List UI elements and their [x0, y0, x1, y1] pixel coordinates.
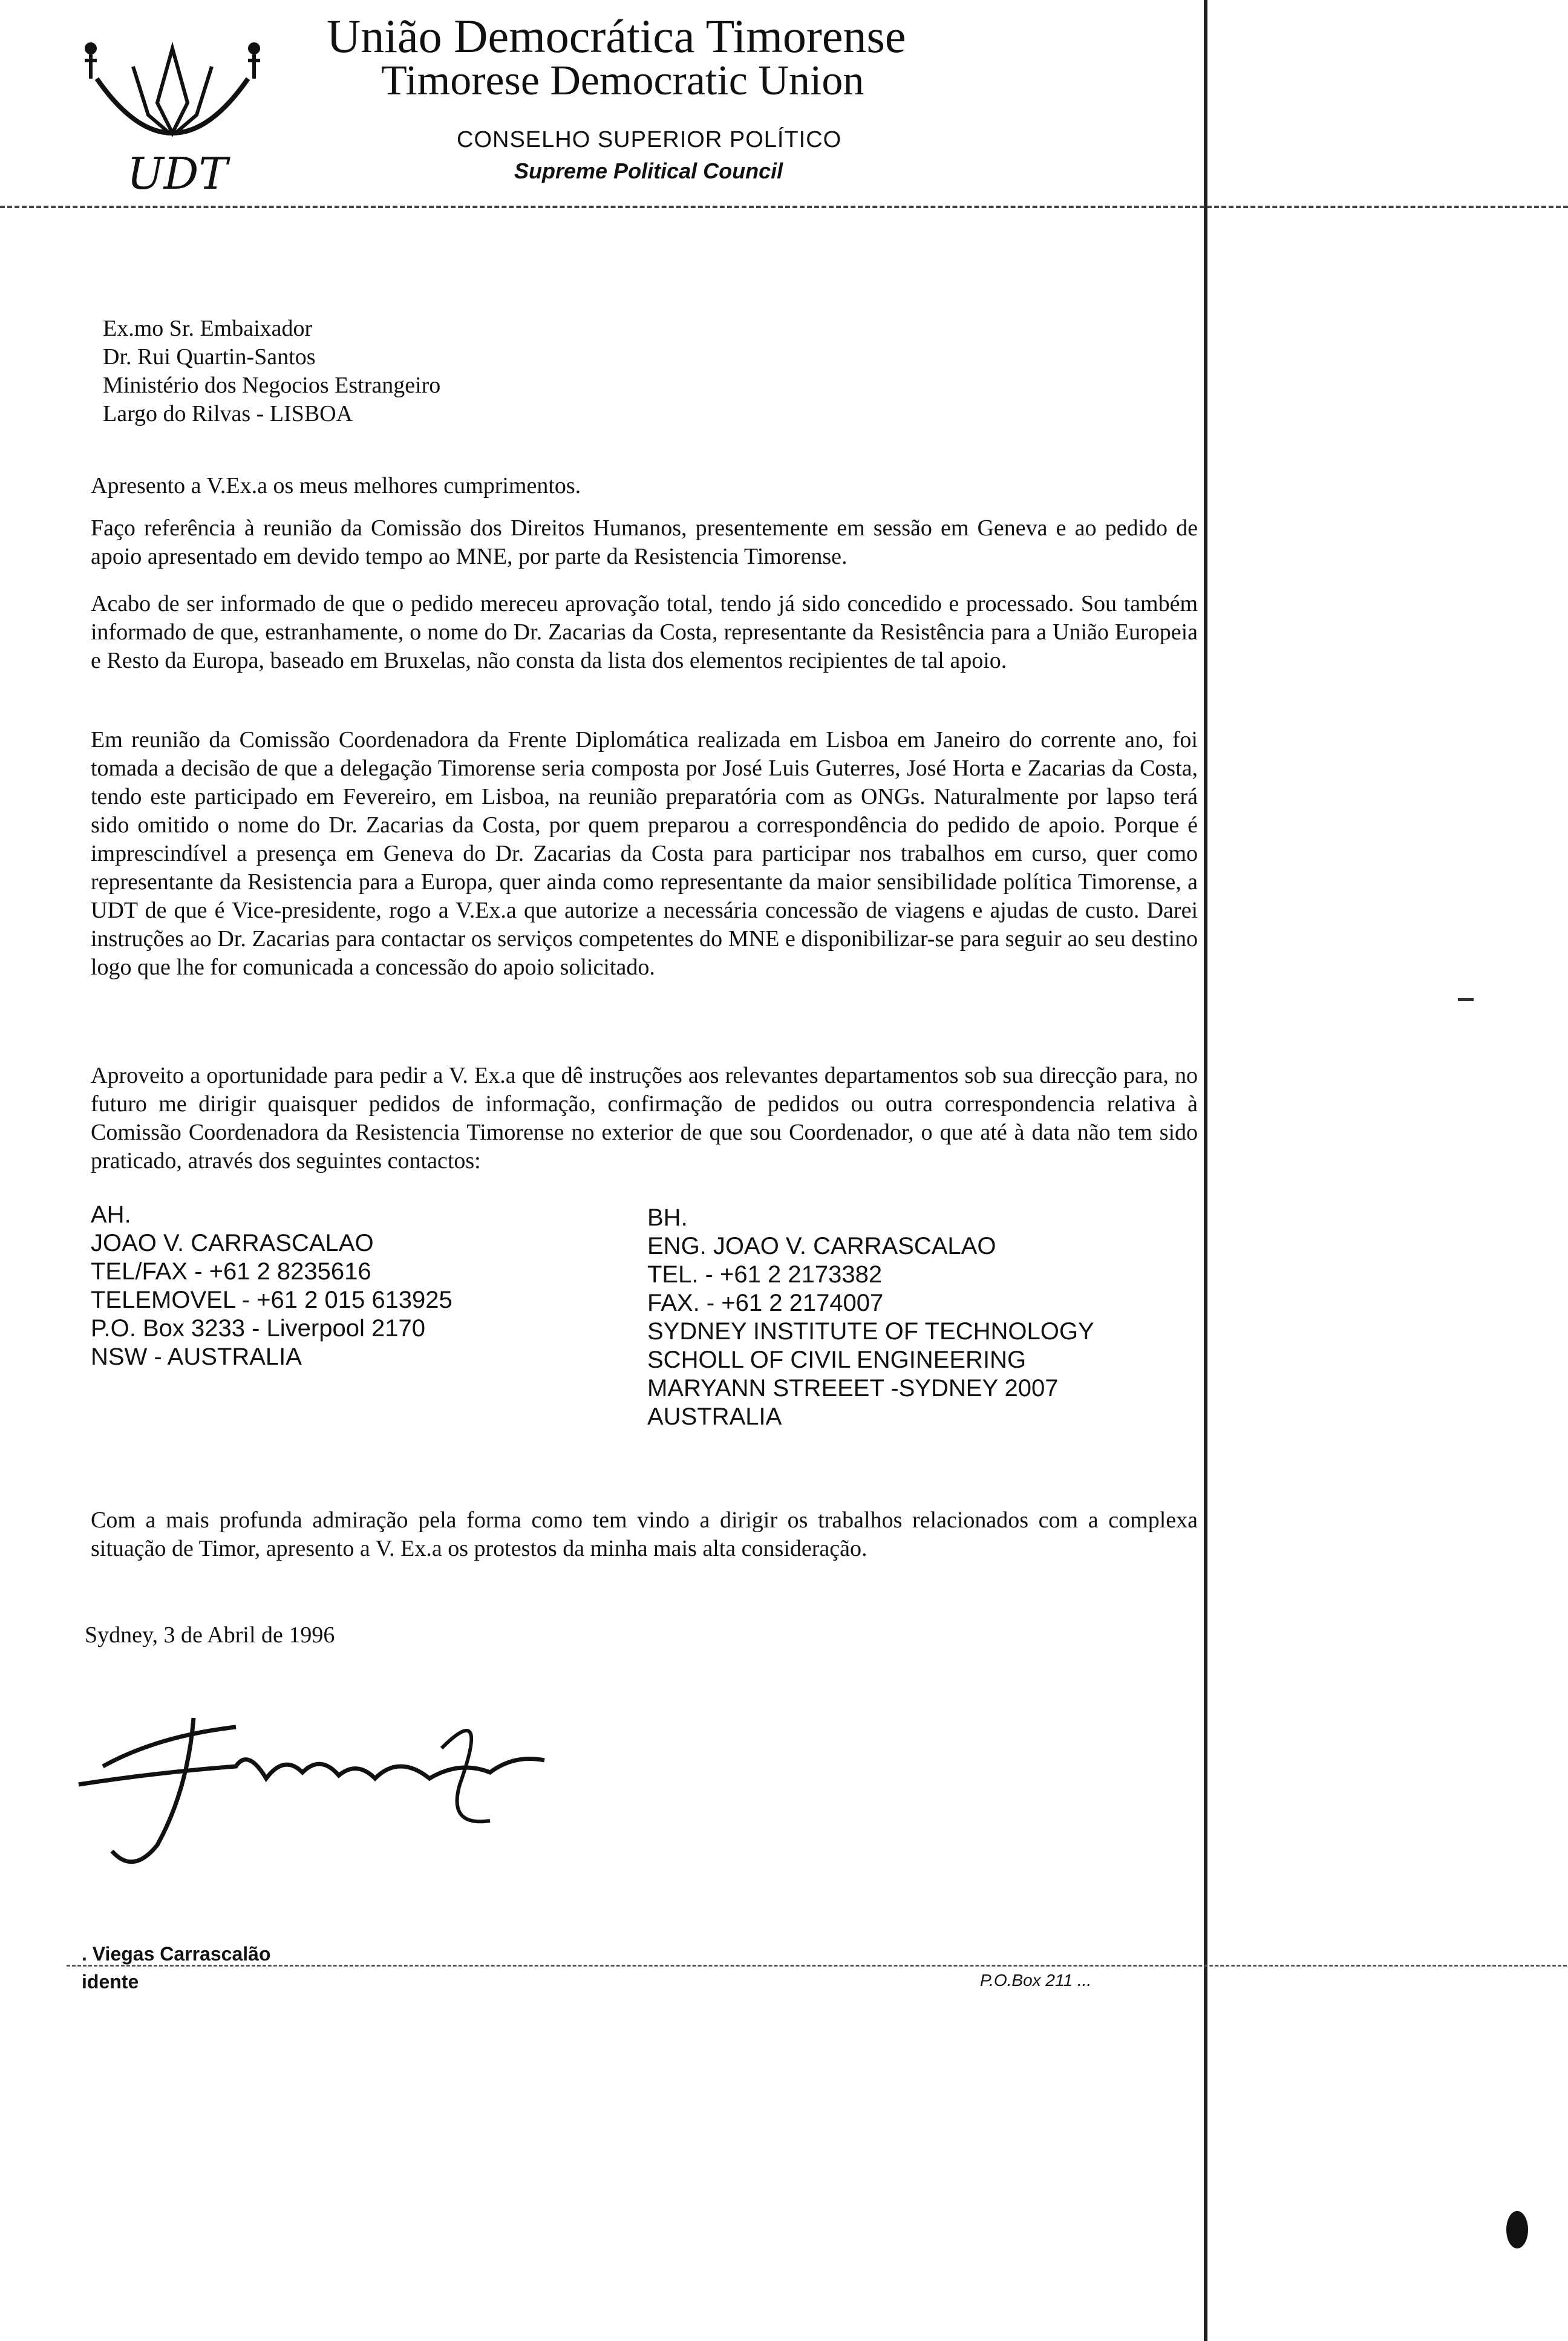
- body-paragraph: Em reunião da Comissão Coordenadora da Frente Diplomática realizada em Lisboa em Janeiro do corrente ano, foi tomada a decisão de que a delegação Timorense seria composta por José Luis Guterres, José Horta e Zacarias da Costa, tendo este participado em Fevereiro, em Lisboa, na reunião preparatória com as ONGs. Naturalmente por lapso terá sido omitido o nome do Dr. Zacarias da Costa, por quem preparou a correspondência do pedido de apoio. Porque é imprescindível a presença em Geneva do Dr. Zacarias da Costa para participar nos trabalhos em curso, quer como representante da Resistencia para a Europa, quer ainda como representante da maior sensibilidade política Timorense, a UDT de que é Vice-presidente, rogo a V.Ex.a que autorize a necessária concessão de viagens e ajudas de custo. Darei instruções ao Dr. Zacarias para contactar os serviços competentes do MNE e disponibilizar-se para seguir ao seu destino logo que lhe for comunicada a concessão do apoio solicitado.: [91, 727, 1198, 980]
- footer-name: . Viegas Carrascalão: [82, 1943, 271, 1965]
- header-divider: [0, 206, 1568, 208]
- handwritten-signature: [67, 1694, 563, 1875]
- footer-po-box: P.O.Box 211 ...: [980, 1971, 1092, 1990]
- contact-line: ENG. JOAO V. CARRASCALAO: [647, 1233, 996, 1259]
- recipient-line: Largo do Rilvas - LISBOA: [103, 401, 353, 426]
- council-name-pt: CONSELHO SUPERIOR POLÍTICO: [457, 127, 842, 152]
- contact-line: BH.: [647, 1204, 688, 1231]
- body-paragraph: Aproveito a oportunidade para pedir a V. Ex.a que dê instruções aos relevantes departamentos sob sua direcção para, no futuro me dirigir quaisquer pedidos de informação, confirmação de pedidos ou outra correspondencia relativa à Comissão Coordenadora da Resistencia Timorense no exterior de que sou Coordenador, o que até à data não tem sido praticado, através dos seguintes contactos:: [91, 1063, 1198, 1174]
- ink-blot: [1506, 2211, 1528, 2248]
- scan-mark: [1458, 998, 1474, 1001]
- right-page-border: [1204, 0, 1207, 2341]
- recipient-line: Dr. Rui Quartin-Santos: [103, 344, 316, 370]
- org-name-en: Timorese Democratic Union: [381, 57, 864, 104]
- contact-line: JOAO V. CARRASCALAO: [91, 1230, 374, 1256]
- contact-line: TEL/FAX - +61 2 8235616: [91, 1258, 371, 1285]
- contact-line: TEL. - +61 2 2173382: [647, 1261, 883, 1288]
- org-name-pt: União Democrática Timorense: [327, 10, 906, 62]
- contact-line: P.O. Box 3233 - Liverpool 2170: [91, 1315, 425, 1342]
- council-name-en: Supreme Political Council: [514, 158, 783, 183]
- contact-line: AUSTRALIA: [647, 1403, 782, 1430]
- contact-line: AH.: [91, 1201, 131, 1228]
- recipient-address: [103, 315, 647, 428]
- udt-logo: [73, 12, 272, 194]
- footer-divider: [67, 1965, 1567, 1967]
- contact-line: MARYANN STREEET -SYDNEY 2007: [647, 1375, 1059, 1402]
- contact-block-ah: [91, 1201, 452, 1371]
- footer-title: idente: [82, 1971, 139, 1993]
- greeting-paragraph: Apresento a V.Ex.a os meus melhores cumprimentos.: [91, 473, 581, 498]
- contact-line: SCHOLL OF CIVIL ENGINEERING: [647, 1347, 1027, 1373]
- contact-block-bh: [647, 1204, 1094, 1431]
- body-paragraph: Acabo de ser informado de que o pedido mereceu aprovação total, tendo já sido concedido e processado. Sou também informado de que, estranhamente, o nome do Dr. Zacarias da Costa, representante da Resistência para a União Europeia e Resto da Europa, baseado em Bruxelas, não consta da lista dos elementos recipientes de tal apoio.: [91, 591, 1198, 673]
- contact-line: TELEMOVEL - +61 2 015 613925: [91, 1287, 452, 1313]
- body-paragraph: Faço referência à reunião da Comissão dos Direitos Humanos, presentemente em sessão em Geneva e ao pedido de apoio apresentado em devido tempo ao MNE, por parte da Resistencia Timorense.: [91, 515, 1198, 569]
- contact-line: FAX. - +61 2 2174007: [647, 1290, 884, 1316]
- contact-line: NSW - AUSTRALIA: [91, 1344, 302, 1370]
- logo-text: UDT: [127, 148, 228, 194]
- contact-line: SYDNEY INSTITUTE OF TECHNOLOGY: [647, 1318, 1094, 1345]
- recipient-line: Ministério dos Negocios Estrangeiro: [103, 373, 441, 398]
- date-line: Sydney, 3 de Abril de 1996: [85, 1622, 335, 1648]
- closing-paragraph: Com a mais profunda admiração pela forma como tem vindo a dirigir os trabalhos relacionados com a complexa situação de Timor, apresento a V. Ex.a os protestos da minha mais alta consideração.: [91, 1507, 1198, 1561]
- recipient-line: Ex.mo Sr. Embaixador: [103, 316, 313, 341]
